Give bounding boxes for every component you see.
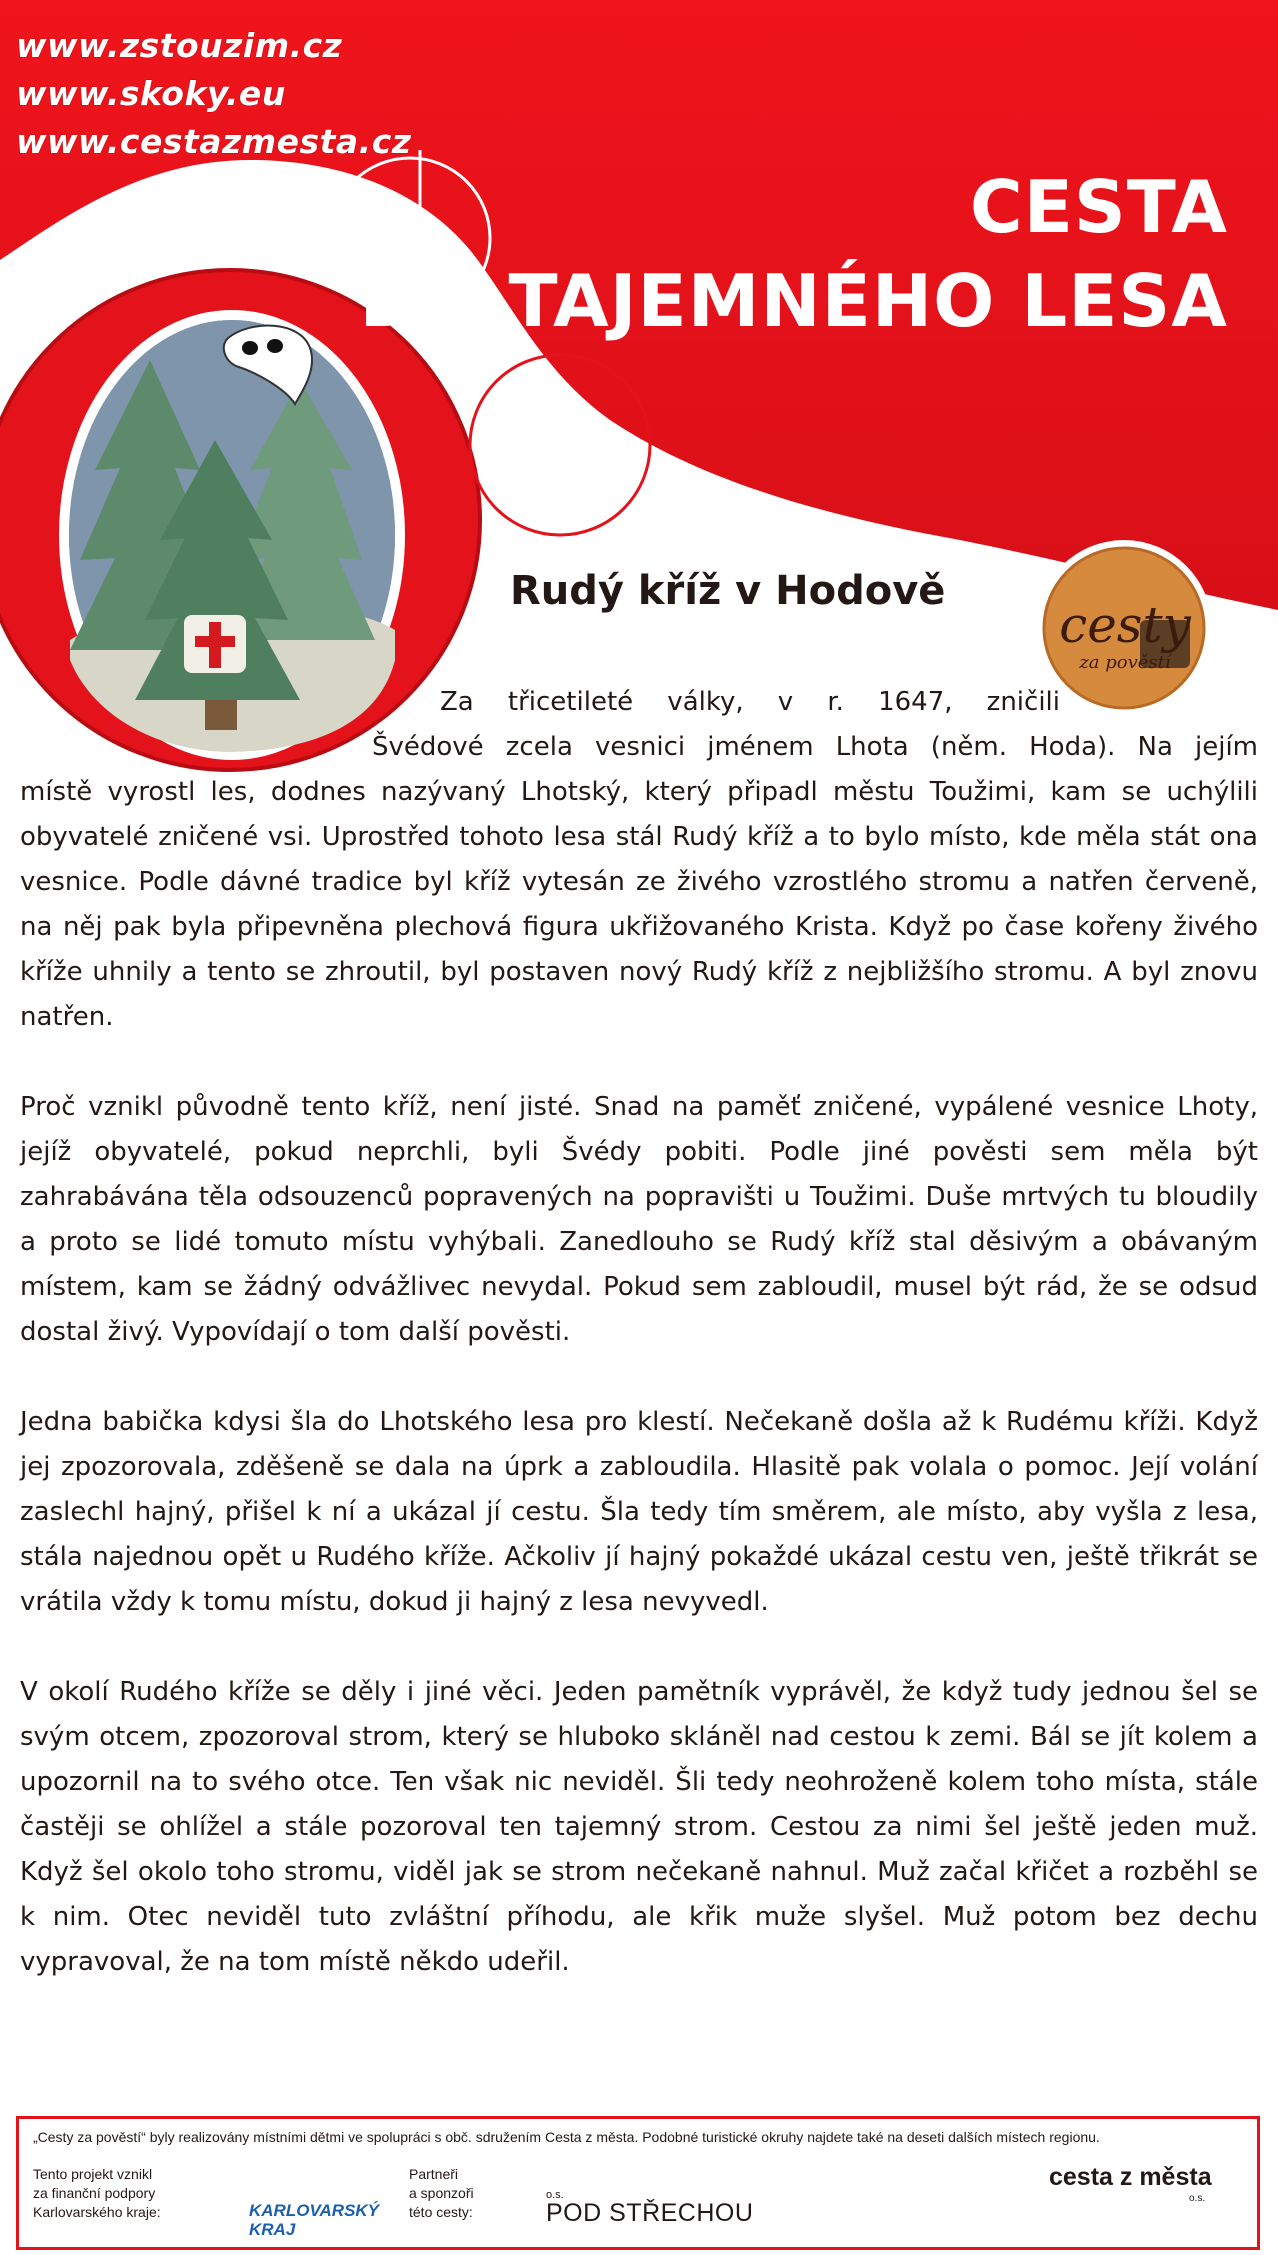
sponsor-footer bbox=[16, 2116, 1260, 2250]
support-line-1: Tento projekt vznikl bbox=[33, 2166, 153, 2182]
story-paragraph-3: Jedna babička kdysi šla do Lhotského lesa pro klestí. Nečekaně došla až k Rudému kříži. Když jej zpozorovala, zděšeně se dala na úprk a zabloudila. Hlasitě pak volala o pomoc. Její volání zaslechl hajný, přišel k ní a ukázal jí cestu. Šla tedy tím směrem, ale místo, aby vyšla z lesa, stála najednou opět u Rudého kříže. Ačkoliv jí hajný pokaždé ukázal cestu ven, ještě třikrát se vrátila vždy k tomu místu, dokud ji hajný z lesa nevyvedl. bbox=[20, 1407, 1258, 1617]
kraj-label-line-1: KARLOVARSKÝ bbox=[249, 2201, 380, 2220]
story-paragraph-2: Proč vznikl původně tento kříž, není jisté. Snad na paměť zničené, vypálené vesnice Lhoty, jejíž obyvatelé, pokud neprchli, byli Švédy pobiti. Podle jiné pověsti sem měla být zahrabávána těla odsouzenců popravených na popravišti u Toužimi. Duše mrtvých tu bloudily a proto se lidé tomuto místu vyhýbali. Zanedlouho se Rudý kříž stal děsivým a obávaným místem, kam se žádný odvážlivec nevydal. Pokud sem zabloudil, musel být rád, že se odsud dostal živý. Vypovídají o tom další pověsti. bbox=[20, 1092, 1258, 1347]
story-first-line: Za třicetileté války, v r. 1647, zničili bbox=[440, 687, 1060, 717]
cesty-logo-text: cesty bbox=[1059, 596, 1191, 654]
url-link-1[interactable]: www.zstouzim.cz bbox=[16, 26, 343, 65]
cestazm-os: o.s. bbox=[1189, 2193, 1206, 2204]
cestazm-name: cesta z města bbox=[1049, 2163, 1212, 2191]
forest-drawing bbox=[64, 315, 400, 755]
karlovarsky-kraj-logo bbox=[221, 2161, 391, 2241]
deco-ring-mid bbox=[470, 355, 650, 535]
main-title bbox=[359, 160, 1228, 348]
story-paragraph-4: V okolí Rudého kříže se děly i jiné věci. Jeden pamětník vyprávěl, že když tudy jednou šel se svým otcem, zpozoroval strom, který se hluboko skláněl nad cestou k zemi. Bál se jít kolem a upozornil na to svého otce. Ten však nic neviděl. Šli tedy neohroženě kolem toho místa, stále častěji se ohlížel a stále pozoroval ten tajemný strom. Cestou za nimi šel ještě jeden muž. Když šel okolo toho stromu, viděl jak se strom nečekaně nahnul. Muž začal křičet a rozběhl se k nim. Otec neviděl tuto zvláštní příhodu, ale křik muže slyšel. Muž potom bez dechu vypravoval, že na tom místě někdo udeřil. bbox=[20, 1677, 1258, 1977]
url-link-2[interactable]: www.skoky.eu bbox=[16, 74, 286, 113]
strechou-name: POD STŘECHOU bbox=[546, 2199, 754, 2227]
support-line-2: za finanční podpory bbox=[33, 2185, 156, 2201]
story-second-line: Švédové zcela vesnici jménem Lhota (něm. Hoda). Na jejím bbox=[372, 732, 1258, 762]
cesta-z-mesta-logo bbox=[1029, 2159, 1229, 2243]
partner-line-1: Partneři bbox=[409, 2166, 459, 2182]
pod-strechou-logo bbox=[524, 2163, 784, 2243]
cesty-logo-subtitle: za pověstí bbox=[1079, 652, 1171, 673]
story-title: Rudý kříž v Hodově bbox=[510, 568, 946, 614]
footer-partners-text bbox=[409, 2165, 519, 2222]
title-line-1: CESTA bbox=[969, 165, 1228, 249]
story-paragraph-1: místě vyrostl les, dodnes nazývaný Lhotský, který připadl městu Toužimi, kam se uchýlili obyvatelé zničené vsi. Uprostřed tohoto lesa stál Rudý kříž a to bylo místo, kde měla stát ona vesnice. Podle dávné tradice byl kříž vytesán ze živého vzrostlého stromu a natřen červeně, na něj pak byla připevněna plechová figura ukřižovaného Krista. Když po čase kořeny živého kříže uhnily a tento se zhroutil, byl postaven nový Rudý kříž z nejbližšího stromu. A byl znovu natřen. bbox=[20, 777, 1258, 1032]
kraj-label bbox=[249, 2201, 379, 2239]
support-line-3: Karlovarského kraje: bbox=[33, 2204, 161, 2220]
footer-note: „Cesty za pověstí“ byly realizovány místními dětmi ve spolupráci s obč. sdružením Cesta z města. Podobné turistické okruhy najdete také na deseti dalších místech regionu. bbox=[33, 2129, 1100, 2145]
partner-line-2: a sponzoři bbox=[409, 2185, 474, 2201]
footer-support-text bbox=[33, 2165, 223, 2222]
kraj-label-line-2: KRAJ bbox=[249, 2220, 296, 2239]
website-links bbox=[16, 22, 436, 166]
partner-line-3: této cesty: bbox=[409, 2204, 473, 2220]
url-link-3[interactable]: www.cestazmesta.cz bbox=[16, 122, 412, 161]
story-body bbox=[20, 770, 1258, 1985]
title-line-2: DO TAJEMNÉHO LESA bbox=[359, 259, 1228, 343]
strechou-os: o.s. bbox=[546, 2189, 564, 2201]
